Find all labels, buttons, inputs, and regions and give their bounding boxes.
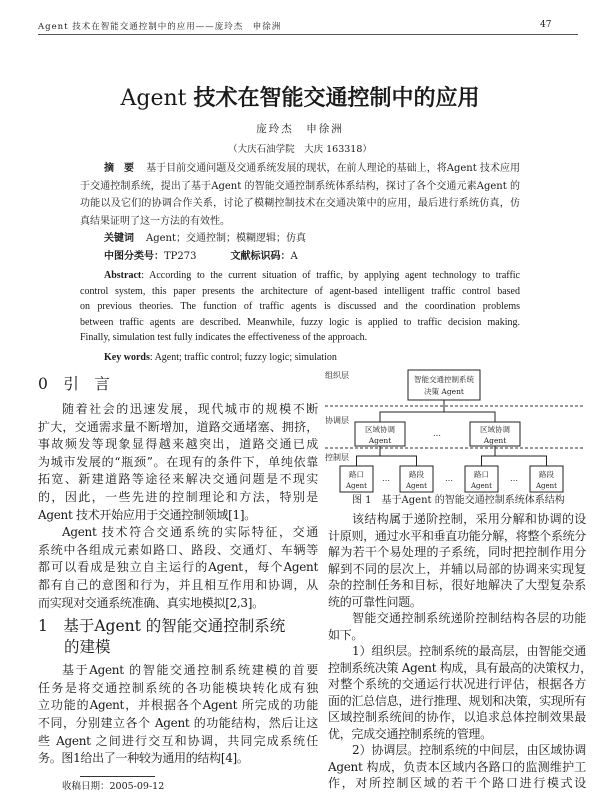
section-1-heading [38, 616, 318, 658]
connector [380, 400, 495, 422]
text-line: Agent 技术开始应用于交通控制领域[1]。 [38, 507, 256, 522]
abstract-label: 摘 要 [104, 163, 135, 174]
mid-box-label: 区域协调 [480, 425, 510, 434]
text-line: 解到不同的层次上，并辅以局部的协调来实现复 [328, 561, 586, 576]
bottom-box-label: Agent [471, 482, 492, 490]
text-line [80, 284, 520, 300]
text-line-content: 于交通控制系统，提出了基于Agent 的智能交通控制系统体系结构，探讨了各个交通元素Agent 的 [80, 180, 520, 192]
text-line: 立功能的Agent，并根据各个Agent 所完成的功能 [38, 698, 318, 713]
text-line-content: 真结果证明了这一方法的有效性。 [80, 215, 230, 227]
text-line: Agent 技术符合交通系统的实际特征，交通 [62, 525, 318, 540]
keywords-value: Agent；交通控制；模糊逻辑；仿真 [146, 233, 306, 244]
text-line: Agent 构成，负责本区域内各路口的监测维护工 [328, 759, 586, 774]
received-date: 收稿日期：2005-09-12 [62, 781, 165, 792]
ellipsis: … [433, 429, 441, 438]
text-line: Abstract: According to the current situation of traffic, by applying agent technology to traffic [104, 270, 520, 281]
text-line: 杂的控制任务和目标，很好地解决了大型复杂系 [328, 578, 586, 592]
mid-box-label: 区域协调 [365, 425, 395, 434]
bottom-box-label: Agent [406, 482, 427, 490]
text-line-content: According to the current situation of traffic, by applying agent technology to traffic [149, 270, 520, 281]
text-line-content: 功能以及它们的协调合作关系，讨论了模糊控制技术在交通决策中的应用，最后进行系统仿真，仿 [80, 198, 520, 209]
class-label: 中图分类号： [104, 250, 164, 262]
text-line [80, 299, 520, 315]
text-line: 面的汇总信息，进行推理、规划和决策，实现所有 [328, 693, 586, 708]
text-line: 不同，分别建立各个 Agent 的功能结构，然后让这 [38, 715, 318, 730]
text-line [80, 160, 520, 178]
figure-1-diagram [325, 368, 585, 493]
text-line-content: Finally, simulation test fully indicates the effectiveness of the approach. [80, 332, 368, 343]
text-line: 为城市发展的“瓶颈”。在现有的条件下，单纯依靠 [38, 454, 318, 469]
bottom-box-label: 路口 [474, 470, 489, 479]
bottom-box-label: 路口 [349, 470, 364, 479]
text-line-content: between traffic agents are described. Meanwhile, fuzzy logic is applied to traffic decision making. [80, 316, 520, 328]
text-line: 基于Agent 的智能交通控制系统建模的首要 [62, 663, 318, 678]
text-line: 统的可靠性问题。 [328, 594, 422, 609]
left-column [38, 374, 318, 768]
paper-title [0, 84, 600, 113]
text-line: 该结构属于递阶控制，采用分解和协调的设 [352, 512, 586, 526]
text-line: 的，因此，一些先进的控制理论和方法，特别是 [38, 489, 318, 504]
text-line: 1）组织层。控制系统的最高层，由智能交通 [352, 644, 586, 658]
text-line: 优，完成交通控制系统的管理。 [328, 726, 492, 741]
text-line: 而实现对交通系统准确、真实地模拟[2,3]。 [38, 595, 264, 610]
text-line-content: on previous theories. The function of traffic agents is discussed and the coordination problems [80, 301, 520, 312]
text-line: 控制系统决策 Agent 构成，具有最高的决策权力， [328, 660, 592, 675]
text-line: 系统中各组成元素如路口、路段、交通灯、车辆等 [38, 542, 318, 557]
text-line: 都有自己的意图和行为，并且相互作用和协调，从 [38, 577, 318, 592]
text-line: 些 Agent 之间进行交互和协调，共同完成系统任 [38, 733, 318, 748]
text-line-content: 基于目前交通问题及交通系统发展的现状，在前人理论的基础上，将Agent 技术应用 [146, 163, 521, 174]
ellipsis: … [445, 474, 453, 483]
title-en: Agent [120, 86, 194, 111]
text-line: 事故频发等现象显得越来越突出，道路交通已成 [38, 437, 318, 452]
doc-code-label: 文献标识码： [230, 250, 291, 262]
keywords-label: 关键词 [104, 233, 134, 244]
abstract-en-label: Abstract [104, 270, 142, 281]
text-line: 都可以看成是独立自主运行的Agent，每个Agent [38, 560, 318, 575]
text-line: 作，对所控制区域的若干个路口进行模式设 [328, 776, 586, 790]
bottom-box-label: 路段 [409, 470, 424, 479]
text-line: 区域控制系统间的协作，以追求总体控制效果最 [328, 710, 586, 724]
abstract-en [80, 268, 520, 365]
bottom-box-label: 路段 [539, 470, 554, 479]
layer-label: 控制层 [325, 453, 349, 462]
ellipsis: … [382, 474, 390, 483]
text-line: 2）协调层。控制系统的中间层，由区域协调 [352, 743, 586, 757]
text-line: 拓宽、新建道路等途径来解决交通问题是不现实 [38, 472, 318, 487]
text-line [80, 178, 520, 196]
text-line: 任务是将交通控制系统的各功能模块转化成有独 [38, 680, 318, 695]
title-zh: 技术在智能交通控制中的应用 [193, 85, 480, 111]
abstract-zh [80, 160, 520, 265]
mid-box-label: Agent [368, 436, 392, 445]
text-line [80, 330, 520, 346]
keywords-zh [80, 230, 520, 248]
layer-label: 组织层 [325, 371, 349, 380]
doc-code-value: A [290, 250, 298, 262]
text-line: 务。图1给出了一种较为通用的结构[4]。 [38, 751, 249, 766]
layer-label: 协调层 [325, 416, 349, 425]
text-line: 扩大，交通需求量不断增加，道路交通堵塞、拥挤， [38, 419, 318, 434]
figure-caption: 图 1 基于Agent 的智能交通控制系统体系结构 [352, 495, 565, 506]
authors: 庞玲杰 申徐洲 [256, 123, 344, 135]
running-header: Agent 技术在智能交通控制中的应用——庞玲杰 申徐洲 [38, 22, 282, 32]
affiliation: （大庆石油学院 大庆 163318） [228, 144, 372, 155]
bottom-box-label: Agent [536, 482, 557, 490]
keywords-en-label: Key words [104, 351, 150, 363]
heading-line: 1 基于Agent 的智能交通控制系统 [38, 617, 286, 636]
right-column [328, 511, 592, 792]
mid-box-label: Agent [483, 436, 507, 445]
keywords-en: Key words: Agent; traffic control; fuzzy logic; simulation [104, 351, 337, 363]
text-line: 如下。 [328, 627, 364, 642]
text-line: 随着社会的迅速发展，现代城市的规模不断 [62, 402, 318, 416]
text-line: 计原则，通过水平和垂直功能分解，将整个系统分 [328, 528, 586, 543]
text-line [80, 195, 520, 213]
footnote-rule [80, 776, 155, 777]
text-line: 解为若干个易处理的子系统，同时把控制作用分 [328, 545, 586, 559]
ellipsis: … [510, 474, 518, 483]
connector [357, 446, 547, 466]
top-box-label: 智能交通控制系统 [414, 375, 474, 384]
header-rule [38, 34, 578, 35]
class-value: TP273 [164, 250, 197, 262]
classification [80, 248, 520, 266]
text-line [80, 315, 520, 331]
section-0-heading: 0 引 言 [38, 375, 110, 393]
text-line [80, 213, 520, 231]
text-line-content: control system, this paper presents the architecture of agent-based intelligent traffic control based [80, 285, 520, 297]
page-number: 47 [540, 20, 552, 30]
heading-line: 的建模 [64, 638, 111, 657]
bottom-box-label: Agent [346, 482, 367, 490]
keywords-en-value: Agent; traffic control; fuzzy logic; simulation [154, 351, 337, 363]
text-line: 对整个系统的交通运行状况进行评估，根据各方 [328, 677, 586, 691]
top-box-label: 决策 Agent [424, 387, 464, 396]
text-line: 智能交通控制系统递阶控制结构各层的功能 [352, 611, 586, 625]
